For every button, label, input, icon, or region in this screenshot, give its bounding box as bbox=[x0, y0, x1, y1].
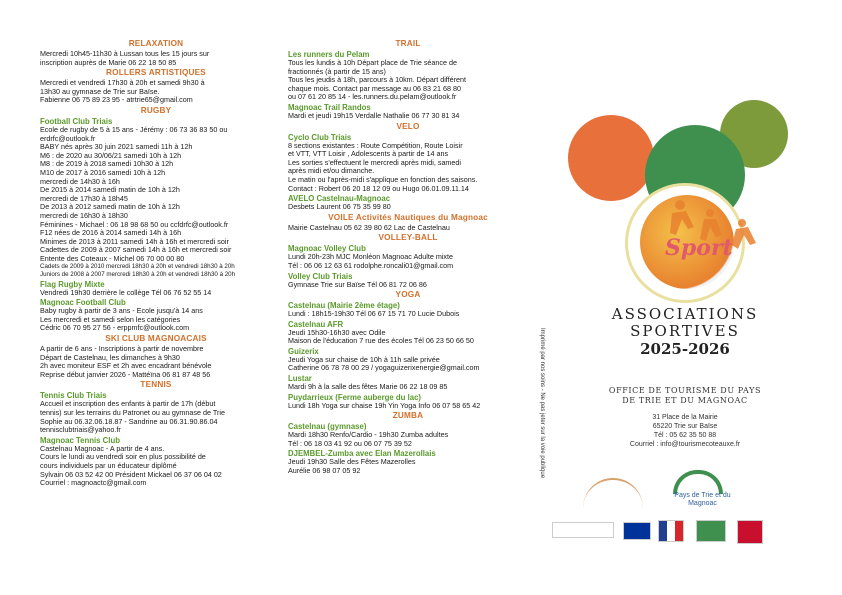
info-line: Castelnau Magnoac - A partir de 4 ans. bbox=[40, 444, 165, 453]
info-line: Aurélie 06 98 07 05 92 bbox=[288, 467, 361, 476]
eu-flag-icon bbox=[623, 522, 651, 540]
section-title: RUGBY bbox=[140, 105, 172, 115]
petit-pas-logo bbox=[583, 478, 643, 510]
vertical-note bbox=[537, 330, 545, 520]
info-line: Courriel : magnoactc@gmail.com bbox=[40, 479, 147, 488]
info-line: Lundi 20h-23h MJC Monléon Magnoac Adulte mixte bbox=[288, 253, 454, 262]
partner-badge-1 bbox=[552, 522, 614, 538]
club-name: Castelnau AFR bbox=[288, 319, 344, 329]
club-name: AVELO Castelnau-Magnoac bbox=[288, 194, 391, 204]
club-name: Volley Club Triais bbox=[288, 271, 353, 281]
info-line: 2h avec moniteur ESF et 2h avec encadrant bénévole bbox=[40, 362, 212, 371]
info-line: mercredi de 17h30 à 18h45 bbox=[40, 194, 128, 203]
title-year: 2025-2026 bbox=[640, 340, 730, 358]
info-line: cours individuels par un éducateur diplômé bbox=[40, 461, 177, 470]
pays-logo-arc bbox=[673, 470, 723, 494]
info-line: Tous les lundis à 10h Départ place de Trie séance de bbox=[288, 59, 458, 67]
club-name: Magnoac Trail Randos bbox=[288, 102, 371, 112]
club-name: Lustar bbox=[288, 374, 312, 384]
section-title: ROLLERS ARTISTIQUES bbox=[106, 68, 206, 78]
club-name: Puydarrieux (Ferme auberge du lac) bbox=[288, 392, 422, 402]
info-line-small: Cadets de 2009 à 2010 mercredi 18h30 à 20h et vendredi 18h30 à 20h bbox=[40, 263, 235, 271]
info-line: Cadettes de 2009 à 2007 samedi 14h à 16h et mercredi soir bbox=[40, 246, 232, 255]
region-icon bbox=[737, 520, 763, 544]
info-line: De 2015 à 2014 samedi matin de 10h à 12h bbox=[40, 186, 180, 195]
section-title: VOILE Activités Nautiques du Magnoac bbox=[328, 212, 488, 222]
info-line: Sylvain 06 03 52 42 00 Président Mickael 06 37 06 04 02 bbox=[40, 470, 222, 479]
pays-logo-text: Pays de Trie et du Magnoac bbox=[674, 492, 731, 507]
info-line: chaque mois. Contact par message au 06 83 21 68 80 bbox=[288, 84, 462, 93]
info-line: 8 sections existantes : Route Compétition, Route Loisir bbox=[288, 141, 463, 150]
office-name bbox=[560, 386, 810, 406]
sport-logo-text: Sport bbox=[665, 235, 733, 261]
title-line2: SPORTIVES bbox=[630, 322, 740, 340]
address-line: 31 Place de la Mairie bbox=[652, 414, 718, 421]
info-line: BABY nés après 30 juin 2021 samedi 11h à 12h bbox=[40, 143, 193, 152]
address-line: Courriel : info@tourismecoteauxe.fr bbox=[629, 441, 741, 448]
club-name: DJEMBEL-Zumba avec Elan Mazerollais bbox=[288, 449, 436, 459]
club-name: Tennis Club Triais bbox=[40, 391, 107, 401]
club-name: Magnoac Football Club bbox=[40, 298, 126, 308]
info-line: Lundi 18h Yoga sur chaise 19h Yin Yoga Info 06 07 58 65 42 bbox=[288, 401, 481, 410]
info-line: Mercredi 10h45-11h30 à Lussan tous les 15 jours sur bbox=[40, 50, 210, 58]
info-line: Jeudi 19h30 Salle des Fêtes Mazerolles bbox=[288, 458, 416, 467]
section-title: YOGA bbox=[395, 290, 421, 300]
address-line: Tél : 05 62 35 50 88 bbox=[653, 432, 717, 439]
info-line: Départ de Castelnau, les dimanches à 9h30 bbox=[40, 353, 180, 362]
info-line: Lundi : 18h15-19h30 Tél 06 67 15 71 70 Lucie Dubois bbox=[288, 310, 460, 319]
info-line: Cours le lundi au vendredi soir en plus possibilité de bbox=[40, 453, 206, 462]
info-line: Les mercredi et samedi selon les catégories bbox=[40, 315, 181, 324]
info-line: Tél : 06 18 03 41 92 ou 06 07 75 39 52 bbox=[288, 439, 412, 448]
info-line: Tél : 06 06 12 63 61 rodolphe.roncali01@gmail.com bbox=[288, 261, 454, 270]
club-name: Magnoac Tennis Club bbox=[40, 435, 120, 445]
info-line: Gymnase Trie sur Baïse Tél 06 81 72 06 86 bbox=[288, 280, 427, 289]
office-line2: DE TRIE ET DU MAGNOAC bbox=[622, 396, 748, 405]
section-title: RELAXATION bbox=[128, 39, 184, 48]
info-line: après midi et/ou dimanche. bbox=[288, 167, 375, 176]
info-line: Entente des Coteaux - Michel 06 70 00 00 80 bbox=[40, 254, 185, 263]
info-line: Le matin ou l'après-midi s'applique en fonction des saisons. bbox=[288, 175, 478, 184]
info-line: Les sorties s'effectuent le mercredi après midi, samedi bbox=[288, 158, 462, 167]
club-name: Castelnau (Mairie 2ème étage) bbox=[288, 301, 400, 311]
club-name: Football Club Triais bbox=[40, 116, 113, 126]
department-icon bbox=[696, 520, 726, 542]
info-line: Accueil et inscription des enfants à partir de 17h (début bbox=[40, 400, 216, 409]
info-line: Minimes de 2013 à 2011 samedi 14h à 16h et mercredi soir bbox=[40, 237, 229, 246]
info-line: erdrfc@outlook.fr bbox=[40, 134, 96, 143]
club-name: Castelnau (gymnase) bbox=[288, 422, 367, 432]
info-line: tennis) sur les terrains du Patronet ou au gymnase de Trie bbox=[40, 409, 225, 417]
info-line: Mardi et jeudi 19h15 Verdalle Nathalie 06 77 30 81 34 bbox=[288, 111, 460, 120]
middle-column bbox=[288, 38, 528, 476]
info-line: Mercredi et vendredi 17h30 à 20h et samedi 9h30 à bbox=[40, 79, 205, 88]
info-line: fractionnés (à partir de 15 ans) bbox=[288, 67, 386, 76]
section-title: TENNIS bbox=[140, 380, 172, 390]
section-title: ZUMBA bbox=[392, 411, 424, 421]
office-line1: OFFICE DE TOURISME DU PAYS bbox=[608, 386, 762, 395]
address-line: 65220 Trie sur Baïse bbox=[652, 423, 718, 430]
club-name: Les runners du Pelam bbox=[288, 50, 370, 59]
pays-logo bbox=[665, 470, 735, 515]
info-line: inscription auprès de Marie 06 22 18 50 85 bbox=[40, 58, 177, 67]
info-line: Mardi 18h30 Renfo/Cardio - 19h30 Zumba adultes bbox=[288, 431, 449, 440]
republique-icon bbox=[658, 520, 684, 542]
section-title: VELO bbox=[396, 121, 420, 131]
info-line: mercredi de 16h30 à 18h30 bbox=[40, 211, 128, 220]
info-line: tennisclubtriais@yahoo.fr bbox=[40, 426, 121, 435]
section-title: VOLLEY-BALL bbox=[378, 233, 438, 243]
info-line: Catherine 06 78 78 00 29 / yogaguizerixenergie@gmail.com bbox=[288, 364, 480, 373]
info-line: mercredi de 14h30 à 16h bbox=[40, 177, 120, 186]
info-line: Jeudi Yoga sur chaise de 10h à 11h salle privée bbox=[288, 355, 440, 364]
info-line: A partir de 6 ans - Inscriptions à partir de novembre bbox=[40, 345, 204, 354]
info-line: Maison de l'éducation 7 rue des écoles Tél 06 23 50 66 50 bbox=[288, 337, 474, 346]
left-column bbox=[40, 38, 272, 488]
info-line: Fabienne 06 75 89 23 95 - atrtrie65@gmail.com bbox=[40, 96, 193, 105]
club-name: Flag Rugby Mixte bbox=[40, 279, 105, 289]
sport-logo bbox=[560, 95, 810, 305]
club-name: Cyclo Club Triais bbox=[288, 132, 352, 142]
info-line: M6 : de 2020 au 30/06/21 samedi 10h à 12h bbox=[40, 151, 182, 160]
info-line: Mardi 9h à la salle des fêtes Marie 06 22 18 09 85 bbox=[288, 383, 448, 392]
section-title: TRAIL bbox=[395, 39, 421, 48]
info-line: Tous les jeudis à 18h, parcours à 10km. Départ différent bbox=[288, 76, 467, 85]
info-line: Vendredi 19h30 derrière le collège Tél 06 76 52 55 14 bbox=[40, 288, 212, 297]
info-line: ou 07 61 20 85 14 - les.runners.du.pelam@outlook.fr bbox=[288, 93, 457, 102]
info-line: Sophie au 06.32.06.18.87 - Sandrine au 06.31.90.86.04 bbox=[40, 417, 218, 426]
info-line: Jeudi 15h30-16h30 avec Odile bbox=[288, 328, 386, 337]
athletes-icon bbox=[560, 95, 810, 305]
info-line: M10 de 2017 à 2016 samedi 10h à 12h bbox=[40, 168, 166, 177]
info-line: Baby rugby à partir de 3 ans - Ecole jusqu'à 14 ans bbox=[40, 307, 203, 316]
info-line: Desbets Laurent 06 75 35 99 80 bbox=[288, 203, 391, 212]
info-line: M8 : de 2019 à 2018 samedi 10h30 à 12h bbox=[40, 160, 174, 169]
info-line: Reprise début janvier 2026 - Mattéïna 06 81 87 48 56 bbox=[40, 370, 211, 379]
info-line: et VTT, VTT Loisir , Adolescents à partir de 14 ans bbox=[288, 150, 449, 159]
info-line: Féminines - Michael : 06 18 98 68 50 ou ccfdrfc@outlook.fr bbox=[40, 220, 229, 229]
info-line: 13h30 au gymnase de Trie sur Baïse. bbox=[40, 87, 160, 96]
address-block bbox=[560, 413, 810, 449]
title-line1: ASSOCIATIONS bbox=[611, 305, 759, 323]
info-line-small: Juniors de 2008 à 2007 mercredi 18h30 à 20h et vendredi 18h30 à 20h bbox=[40, 271, 236, 279]
info-line: Mairie Castelnau 05 62 39 80 62 Lac de Castelnau bbox=[288, 223, 450, 232]
section-title: SKI CLUB MAGNOACAIS bbox=[105, 334, 207, 344]
info-line: Ecole de rugby de 5 à 15 ans - Jérémy : 06 73 36 83 50 ou bbox=[40, 125, 228, 134]
info-line: Cédric 06 70 95 27 56 - erppmfc@outlook.com bbox=[40, 324, 190, 333]
info-line: Contact : Robert 06 20 18 12 09 ou Hugo 06.01.09.11.14 bbox=[288, 184, 469, 193]
info-line: De 2013 à 2012 samedi matin de 10h à 12h bbox=[40, 203, 180, 212]
info-line: F12 nées de 2016 à 2014 samedi 14h à 16h bbox=[40, 229, 182, 238]
club-name: Magnoac Volley Club bbox=[288, 244, 366, 254]
club-name: Guizerix bbox=[288, 346, 319, 356]
vertical-note-text: Imprimé par nos soins - Ne pas jeter sur la voie publique bbox=[539, 328, 545, 479]
